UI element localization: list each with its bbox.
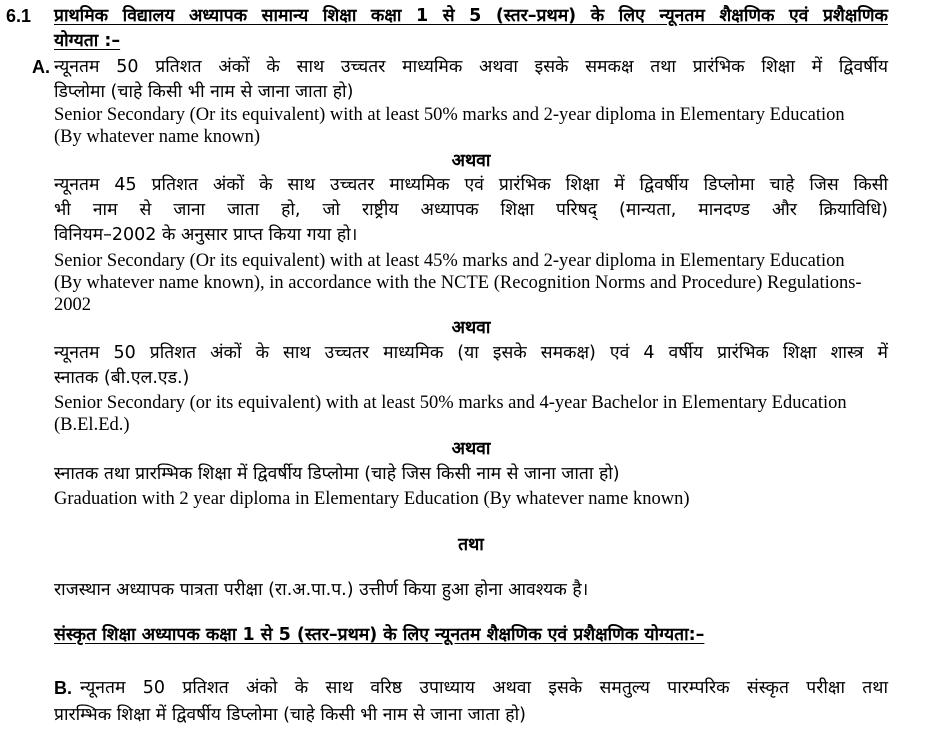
item-a-opt4-hindi-line1: स्नातक तथा प्रारम्भिक शिक्षा में द्विवर्षीय डिप्लोमा (चाहे जिस किसी नाम से जाना जाता हो) — [54, 464, 620, 484]
or-divider-1: अथवा — [451, 151, 491, 171]
item-a-marker: A. — [32, 57, 50, 77]
item-a-opt3-english-line2: (B.El.Ed.) — [54, 415, 130, 435]
item-a-opt2-hindi-line1: न्यूनतम 45 प्रतिशत अंकों के साथ उच्चतर माध्यमिक एवं प्रारंभिक शिक्षा में द्विवर्षीय डिप्लोमा चाहे जिस किसी — [54, 175, 888, 195]
or-divider-3: अथवा — [451, 439, 491, 459]
item-a-opt2-english-line2: (By whatever name known), in accordance with the NCTE (Recognition Norms and Procedure) Regulations- — [54, 273, 862, 293]
item-a-opt2-hindi-line2: भी नाम से जाना जाता हो, जो राष्ट्रीय अध्यापक शिक्षा परिषद् (मान्यता, मानदण्ड और क्रियाविधि) — [54, 200, 888, 220]
item-a-opt2-english-line3: 2002 — [54, 295, 91, 315]
item-a-opt2-hindi-line3: विनियम–2002 के अनुसार प्राप्त किया गया हो। — [54, 225, 358, 245]
item-a-opt3-english-line1: Senior Secondary (or its equivalent) with at least 50% marks and 4-year Bachelor in Elementary Education — [54, 393, 847, 413]
item-a-opt3-hindi-line2: स्नातक (बी.एल.एड.) — [54, 368, 190, 388]
item-a-opt1-english-line1: Senior Secondary (Or its equivalent) with at least 50% marks and 2-year diploma in Elementary Education — [54, 105, 845, 125]
section-number: 6.1 — [6, 6, 32, 26]
sanskrit-section-heading: संस्कृत शिक्षा अध्यापक कक्षा 1 से 5 (स्तर–प्रथम) के लिए न्यूनतम शैक्षणिक एवं प्रशैक्षणिक योग्यता:– — [54, 625, 705, 645]
item-b-marker: B. — [54, 678, 72, 698]
item-a-opt1-english-line2: (By whatever name known) — [54, 127, 261, 147]
or-divider-2: अथवा — [451, 318, 491, 338]
section-heading-line1: प्राथमिक विद्यालय अध्यापक सामान्य शिक्षा कक्षा 1 से 5 (स्तर–प्रथम) के लिए न्यूनतम शैक्षणिक एवं प्रशैक्षणिक — [54, 6, 888, 26]
item-a-opt3-hindi-line1: न्यूनतम 50 प्रतिशत अंकों के साथ उच्चतर माध्यमिक (या इसके समकक्ष) एवं 4 वर्षीय प्रारंभिक शिक्षा शास्त्र में — [54, 343, 888, 363]
item-a-opt2-english-line1: Senior Secondary (Or its equivalent) with at least 45% marks and 2-year diploma in Elementary Education — [54, 251, 845, 271]
section-heading-line2: योग्यता :– — [54, 31, 121, 51]
item-a-opt4-english-line1: Graduation with 2 year diploma in Elementary Education (By whatever name known) — [54, 489, 690, 509]
item-a-opt1-hindi-line2: डिप्लोमा (चाहे किसी भी नाम से जाना जाता हो) — [54, 82, 354, 102]
and-divider: तथा — [458, 535, 484, 555]
reet-requirement: राजस्थान अध्यापक पात्रता परीक्षा (रा.अ.पा.प.) उत्तीर्ण किया हुआ होना आवश्यक है। — [54, 580, 589, 600]
item-b-hindi-line1: न्यूनतम 50 प्रतिशत अंको के साथ वरिष्ठ उपाध्याय अथवा इसके समतुल्य पारम्परिक संस्कृत परीक्षा तथा — [80, 678, 888, 698]
item-a-opt1-hindi-line1: न्यूनतम 50 प्रतिशत अंकों के साथ उच्चतर माध्यमिक अथवा इसके समकक्ष तथा प्रारंभिक शिक्षा में द्विवर्षीय — [54, 57, 888, 77]
item-b-hindi-line2: प्रारम्भिक शिक्षा में द्विवर्षीय डिप्लोमा (चाहे किसी भी नाम से जाना जाता हो) — [54, 705, 526, 725]
